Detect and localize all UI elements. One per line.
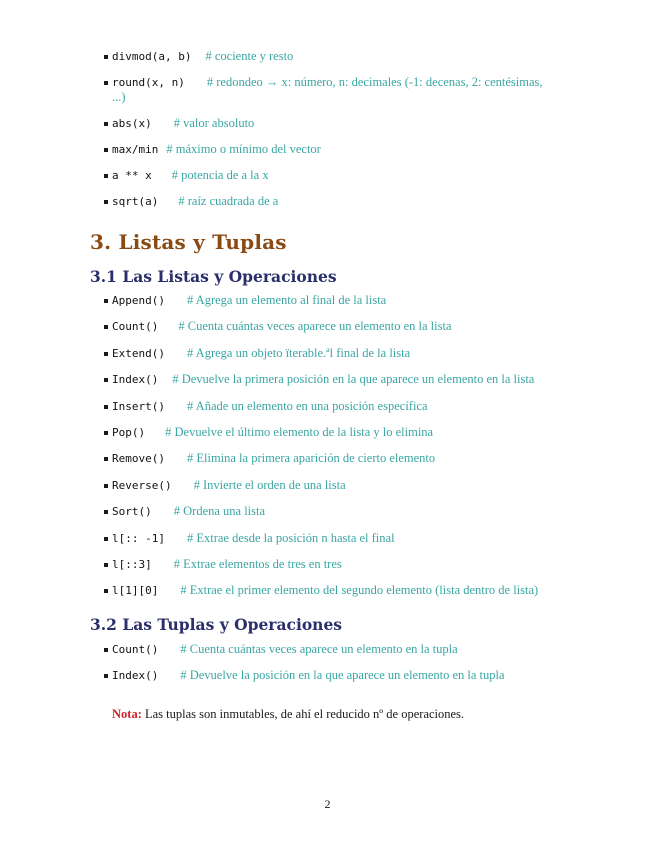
list-item [112,399,592,414]
item-code: round(x, n) [112,76,185,89]
list-item [112,194,592,209]
item-comment: # Invierte el orden de una lista [193,477,346,492]
list-item [112,668,592,683]
builtin-functions-list [112,49,592,209]
note-label: Nota: [112,707,142,721]
list-item [112,142,592,157]
item-code: a ** x [112,169,152,182]
item-comment: # raíz cuadrada de a [178,194,279,208]
item-comment: # Extrae desde la posición n hasta el final [186,530,395,545]
item-comment: # Extrae elementos de tres en tres [173,556,342,571]
item-comment: # cociente y resto [205,49,294,63]
list-item [112,478,592,493]
list-item [112,293,592,308]
item-code: Append() [112,294,165,307]
item-code: Extend() [112,346,165,360]
list-item [112,451,592,466]
item-code: max/min [112,143,159,156]
subsection-title-lists: 3.1 Las Listas y Operaciones [90,267,337,286]
item-comment: # Elimina la primera aparición de cierto elemento [186,451,436,466]
tuple-operations-list [112,642,592,683]
list-item [112,346,592,361]
subsection-title-tuples: 3.2 Las Tuplas y Operaciones [90,615,343,634]
item-code: Remove() [112,452,165,466]
item-code: Sort() [112,505,152,519]
item-code: Count() [112,643,159,656]
item-comment: # potencia de a la x [171,168,269,182]
item-comment: # redondeo → x: número, n: decimales (-1: decenas, 2: centésimas, [206,75,543,89]
item-comment: # Cuenta cuántas veces aparece un elemento en la lista [178,319,452,334]
item-comment: # Extrae el primer elemento del segundo elemento (lista dentro de lista) [180,583,539,598]
list-item [112,425,592,440]
item-code: l[1][0] [112,584,159,598]
list-item [112,75,592,105]
list-item [112,319,592,334]
list-item [112,372,592,387]
item-code: sqrt(a) [112,195,159,208]
item-comment: # Agrega un elemento al final de la lista [186,293,387,307]
list-item [112,531,592,546]
list-item [112,557,592,572]
list-item [112,583,592,598]
item-code: Index() [112,373,159,387]
list-item [112,116,592,131]
item-comment: # valor absoluto [173,116,255,130]
item-comment: # Añade un elemento en una posición específica [186,398,428,413]
item-comment: # Devuelve el último elemento de la lista y lo elimina [165,424,434,439]
list-item [112,504,592,519]
note-paragraph [112,707,464,722]
item-comment: # Devuelve la posición en la que aparece un elemento en la tupla [180,668,505,683]
item-comment: # Devuelve la primera posición en la que aparece un elemento en la lista [172,372,535,387]
page-number: 2 [324,797,331,811]
section-title: 3. Listas y Tuplas [90,230,287,254]
item-code: abs(x) [112,117,152,130]
item-comment: # Cuenta cuántas veces aparece un elemento en la tupla [180,642,458,656]
item-code: Pop() [112,425,146,439]
item-code: Index() [112,669,159,683]
item-code: l[:: -1] [112,531,165,545]
list-item [112,642,592,657]
note-text: Las tuplas son inmutables, de ahí el reducido nº de operaciones. [144,707,465,721]
item-comment: # Agrega un objeto ïterable.ªl final de la lista [186,345,411,360]
list-operations-list [112,293,592,598]
item-comment-continuation: ...) [112,90,126,104]
item-code: Count() [112,320,159,334]
list-item [112,49,592,64]
item-comment: # Ordena una lista [173,504,266,519]
item-code: l[::3] [112,557,152,571]
list-item [112,168,592,183]
item-code: divmod(a, b) [112,50,192,63]
item-code: Reverse() [112,478,172,492]
item-comment: # máximo o mínimo del vector [166,142,321,156]
item-code: Insert() [112,399,165,413]
